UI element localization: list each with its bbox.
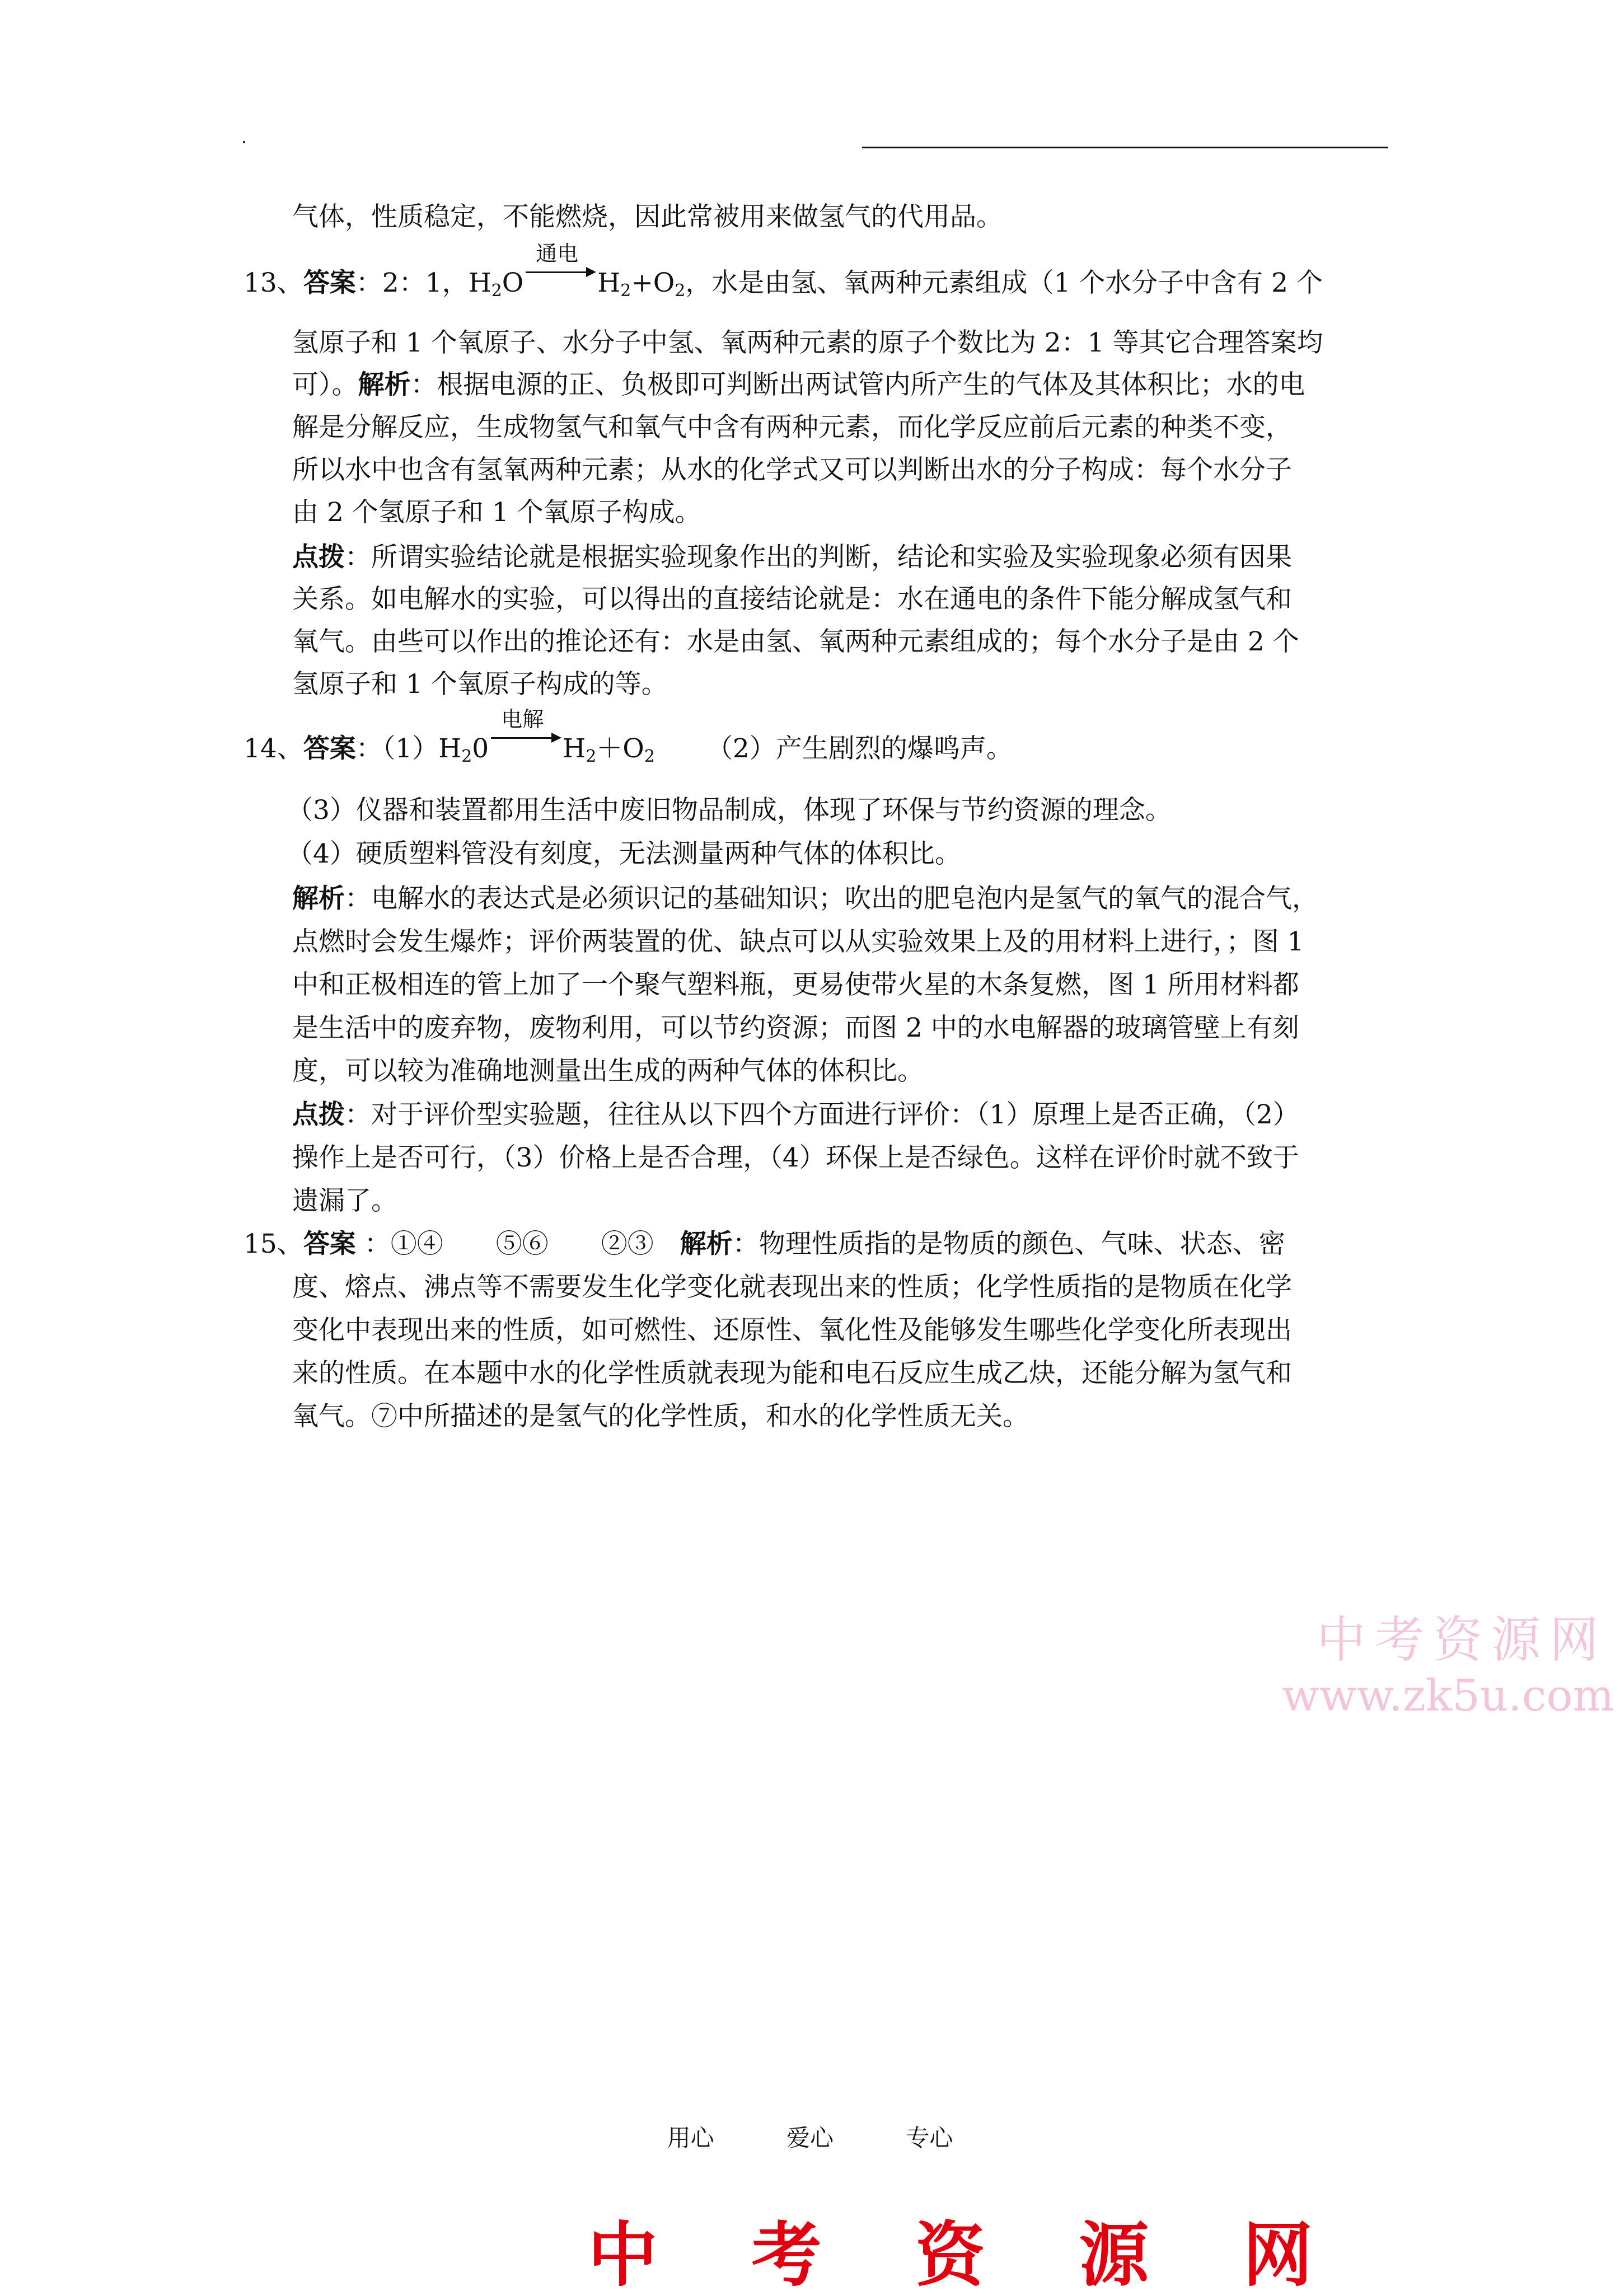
brand-logo[interactable]: 中 考 资 源 网 xyxy=(588,2215,1348,2296)
answer-label: 答案 xyxy=(303,1229,356,1259)
text-line: 所以水中也含有氢氧两种元素；从水的化学式又可以判断出水的分子构成：每个水分子 xyxy=(292,454,1292,485)
header-dot xyxy=(243,141,245,143)
text-line: 由 2 个氢原子和 1 个氧原子构成。 xyxy=(292,497,701,528)
watermark-url: www.zk5u.com xyxy=(1282,1671,1614,1721)
answer-text: ：2：1，H xyxy=(355,268,491,298)
text-line: 操作上是否可行，（3）价格上是否合理，（4）环保上是否绿色。这样在评价时就不致于 xyxy=(292,1142,1299,1173)
text-span: ：对于评价型实验题，往往从以下四个方面进行评价：（1）原理上是否正确，（2） xyxy=(345,1099,1299,1130)
text-line xyxy=(292,364,1305,406)
text-line: 是生活中的废弃物，废物利用，可以节约资源；而图 2 中的水电解器的玻璃管壁上有刻 xyxy=(292,1013,1299,1043)
footer xyxy=(0,2121,1620,2155)
analysis-label: 解析 xyxy=(680,1229,733,1259)
subscript: 2 xyxy=(491,281,502,301)
text-line: 度、熔点、沸点等不需要发生化学变化就表现出来的性质；化学性质指的是物质在化学 xyxy=(292,1272,1292,1302)
text-line: 变化中表现出来的性质，如可燃性、还原性、氧化性及能够发生哪些化学变化所表现出 xyxy=(292,1315,1292,1346)
text-line: 氧气。由些可以作出的推论还有：水是由氢、氧两种元素组成的；每个水分子是由 2 个 xyxy=(292,626,1299,657)
analysis-label: 解析 xyxy=(292,883,345,914)
answer-text: H xyxy=(597,268,621,298)
text-line: 解是分解反应，生成物氢气和氧气中含有两种元素，而化学反应前后元素的种类不变， xyxy=(292,412,1292,443)
text-line: 关系。如电解水的实验，可以得出的直接结论就是：水在通电的条件下能分解成氢气和 xyxy=(292,584,1292,615)
header-rule xyxy=(862,147,1388,148)
answer-text: O xyxy=(502,268,524,298)
footer-item: 爱心 xyxy=(786,2124,834,2152)
reaction-condition: 电解 xyxy=(501,707,544,732)
text-line: 度，可以较为准确地测量出生成的两种气体的体积比。 xyxy=(292,1056,924,1086)
text-span: ：所谓实验结论就是根据实验现象作出的判断，结论和实验及实验现象必须有因果 xyxy=(345,542,1292,573)
footer-item: 专心 xyxy=(906,2124,953,2152)
question-13-answer-line xyxy=(244,241,1323,304)
text-span: ：根据电源的正、负极即可判断出两试管内所产生的气体及其体积比；水的电 xyxy=(410,369,1305,400)
text-line: （4）硬质塑料管没有刻度，无法测量两种气体的体积比。 xyxy=(287,838,961,869)
text-line: 氧气。⑦中所描述的是氢气的化学性质，和水的化学性质无关。 xyxy=(292,1401,1029,1432)
question-number: 14、 xyxy=(244,733,303,764)
answer-label: 答案 xyxy=(303,733,356,764)
answer-text: ：①④ ⑤⑥ ②③ xyxy=(355,1229,680,1259)
tip-label: 点拨 xyxy=(292,542,345,573)
answer-text: ：物理性质指的是物质的颜色、气味、状态、密 xyxy=(732,1229,1285,1259)
answer-text: ，水是由氢、氧两种元素组成（1 个水分子中含有 2 个 xyxy=(685,268,1323,298)
subscript: 2 xyxy=(461,747,472,766)
question-number: 13、 xyxy=(244,268,303,298)
question-number: 15、 xyxy=(244,1229,303,1259)
subscript: 2 xyxy=(620,281,631,301)
text-line: 氢原子和 1 个氧原子构成的等。 xyxy=(292,669,668,700)
subscript: 2 xyxy=(675,281,686,301)
answer-text: （2）产生剧烈的爆鸣声。 xyxy=(706,733,1013,764)
footer-item: 用心 xyxy=(667,2124,714,2152)
arrow-shaft-icon xyxy=(526,271,588,273)
text-line: 来的性质。在本题中水的化学性质就表现为能和电石反应生成乙炔，还能分解为氢气和 xyxy=(292,1358,1292,1389)
tip-label: 点拨 xyxy=(292,1099,345,1130)
subscript: 2 xyxy=(586,747,597,766)
text-line: （3）仪器和装置都用生活中废旧物品制成，体现了环保与节约资源的理念。 xyxy=(287,795,1172,826)
answer-text: +O xyxy=(631,268,675,298)
text-line: 气体，性质稳定，不能燃烧，因此常被用来做氢气的代用品。 xyxy=(292,202,1003,232)
text-line: 氢原子和 1 个氧原子、水分子中氢、氧两种元素的原子个数比为 2：1 等其它合理答案均 xyxy=(292,327,1323,358)
question-15-answer-line xyxy=(244,1223,1285,1266)
arrow-head-icon xyxy=(586,267,596,277)
answer-label: 答案 xyxy=(303,268,356,298)
arrow-shaft-icon xyxy=(491,737,554,739)
answer-text: H xyxy=(563,733,586,764)
reaction-arrow xyxy=(489,707,563,757)
question-14-answer-line xyxy=(244,707,1013,770)
text-line: 遗漏了。 xyxy=(292,1186,397,1216)
text-line xyxy=(292,878,1318,920)
reaction-condition: 通电 xyxy=(536,241,579,266)
arrow-head-icon xyxy=(551,733,561,743)
answer-text: ：（1）H xyxy=(355,733,462,764)
answer-text: ＋O xyxy=(596,733,644,764)
answer-text: 0 xyxy=(472,733,489,764)
reaction-arrow xyxy=(523,241,597,292)
subscript: 2 xyxy=(644,747,655,766)
text-line: 中和正极相连的管上加了一个聚气塑料瓶，更易使带火星的木条复燃，图 1 所用材料都 xyxy=(292,969,1299,1000)
text-span: 可）。 xyxy=(292,369,358,400)
text-span: ：电解水的表达式是必须识记的基础知识；吹出的肥皂泡内是氢气的氧气的混合气， xyxy=(345,883,1318,914)
analysis-label: 解析 xyxy=(358,369,411,400)
text-line xyxy=(292,536,1292,579)
text-line: 点燃时会发生爆炸；评价两装置的优、缺点可以从实验效果上及的用材料上进行，；图 1 xyxy=(292,926,1304,957)
text-line xyxy=(292,1094,1299,1136)
watermark-name: 中考资源网 xyxy=(1317,1611,1608,1669)
